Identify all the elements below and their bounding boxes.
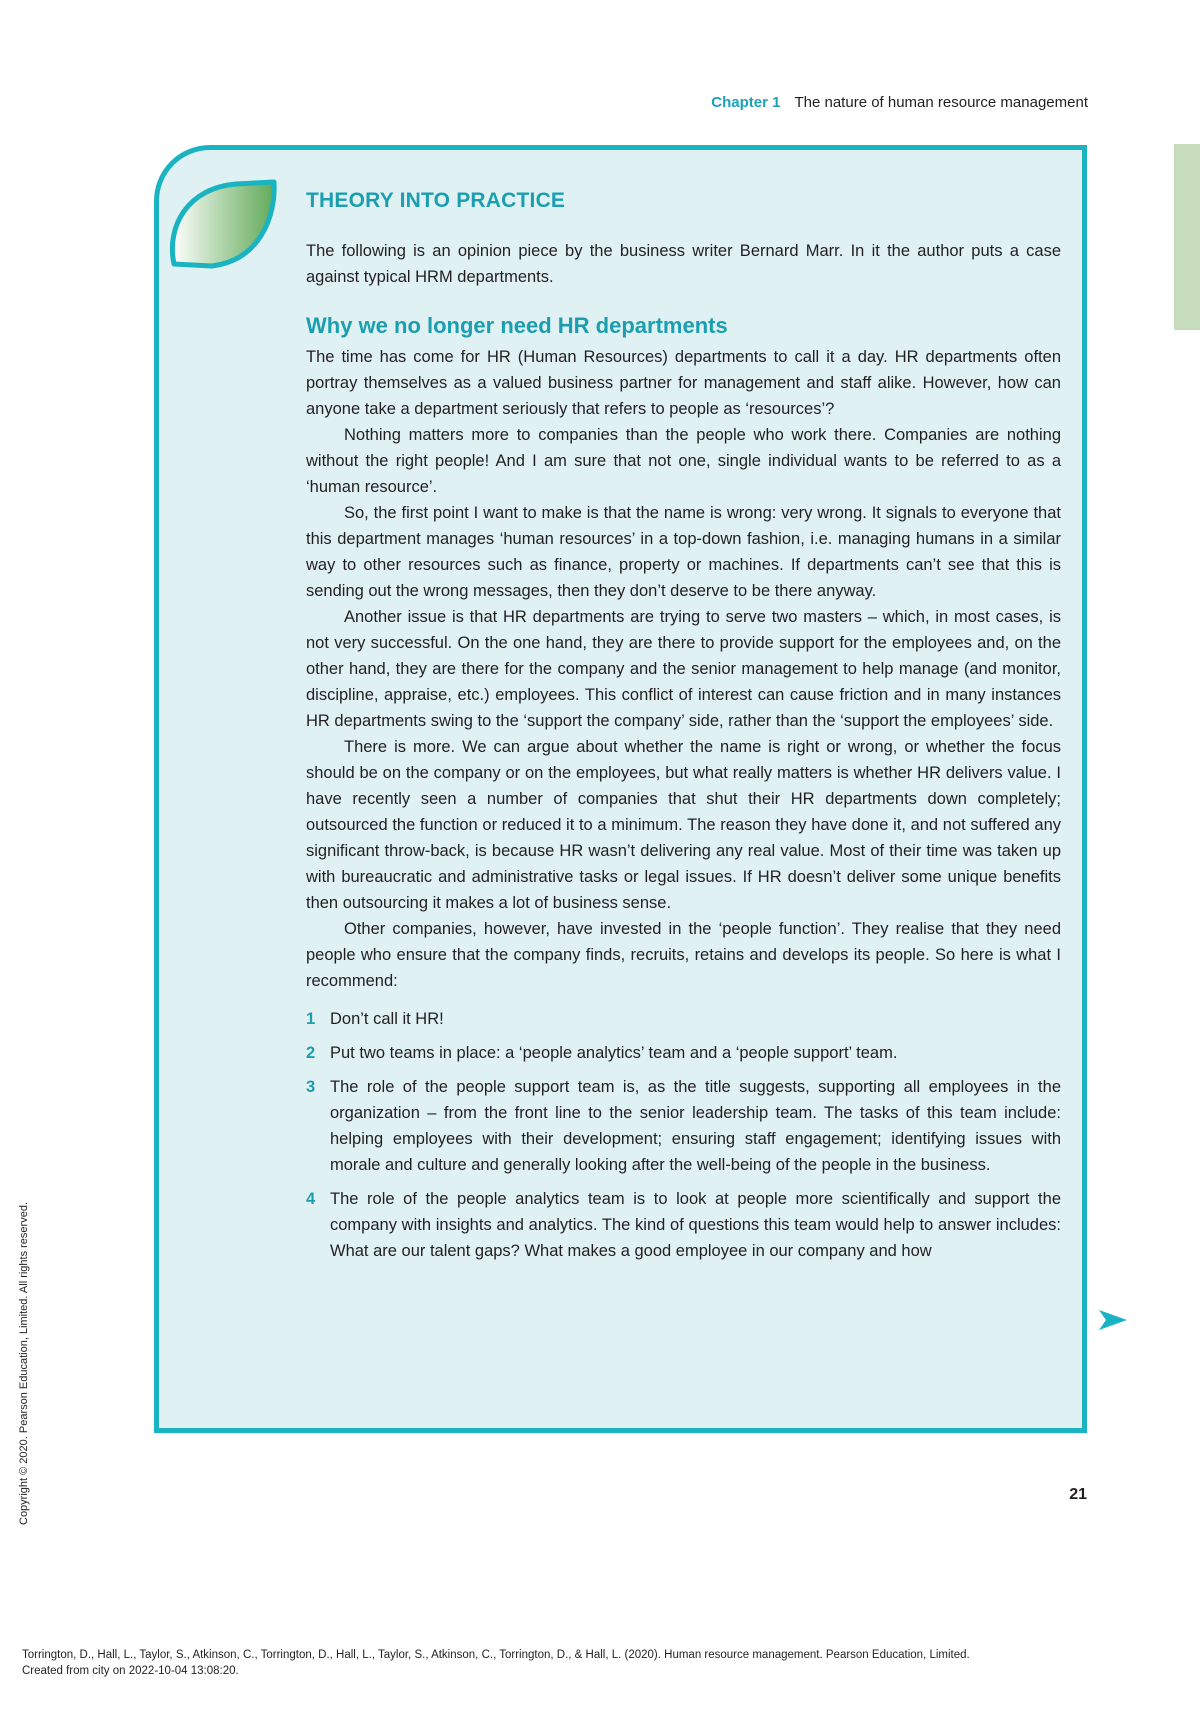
list-text: The role of the people analytics team is to look at people more scientifically and support the company with insights and analytics. The kind of questions this team would help to answer includes: What are our talent gaps? What makes a good employee in our company and how [330,1190,1061,1260]
list-text: The role of the people support team is, as the title suggests, supporting all employees in the organization – from the front line to the senior leadership team. The tasks of this team include: helping employees with their development; ensuring staff engagement; identifying issues with morale and culture and generally looking after the well-being of the people in the business. [330,1078,1061,1174]
article-title: Why we no longer need HR departments [306,313,728,338]
list-number: 2 [306,1044,316,1062]
chapter-title: The nature of human resource management [794,94,1088,111]
list-number: 3 [306,1078,316,1096]
leaf-icon [164,176,280,272]
continue-arrow-icon [1097,1308,1129,1332]
list-text: Don’t call it HR! [330,1010,444,1028]
article-paragraph-2: Nothing matters more to companies than the people who work there. Companies are nothing without the right people! And I am sure that not one, single individual wants to be referred to as a ‘human resource’. [306,426,1061,496]
list-item [306,1006,1061,1032]
recommendations-list [306,1006,1061,1264]
section-side-tab [1174,144,1200,330]
article-paragraph-6: Other companies, however, have invested in the ‘people function’. They realise that they need people who ensure that the company finds, recruits, retains and develops its people. So here is what I recommend: [306,920,1061,990]
citation-text: Torrington, D., Hall, L., Taylor, S., Atkinson, C., Torrington, D., Hall, L., Taylor, S., Atkinson, C., Torrington, D., & Hall, L. (2020). Human resource management. Pearson Education, Limited. [22,1649,970,1661]
list-item [306,1186,1061,1264]
page-number: 21 [1069,1486,1087,1503]
article-paragraph-3: So, the first point I want to make is that the name is wrong: very wrong. It signals to everyone that this department manages ‘human resources’ in a top-down fashion, i.e. managing humans in a similar way to other resources such as finance, property or machines. If departments can’t see that this is sending out the wrong messages, then they don’t deserve to be there anyway. [306,504,1061,600]
list-item [306,1040,1061,1066]
intro-text: The following is an opinion piece by the business writer Bernard Marr. In it the author puts a case against typical HRM departments. [306,242,1061,286]
article-paragraph-4: Another issue is that HR departments are trying to serve two masters – which, in most cases, is not very successful. On the one hand, they are there to provide support for the employees and, on the other hand, they are there for the company and the senior management to help manage (and monitor, discipline, appraise, etc.) employees. This conflict of interest can cause friction and in many instances HR departments swing to the ‘support the company’ side, rather than the ‘support the employees’ side. [306,608,1061,730]
list-number: 4 [306,1190,316,1208]
citation-footer [22,1647,970,1679]
list-text: Put two teams in place: a ‘people analytics’ team and a ‘people support’ team. [330,1044,898,1062]
chapter-number: Chapter 1 [711,94,781,111]
article-paragraph-5: There is more. We can argue about whether the name is right or wrong, or whether the focus should be on the company or on the employees, but what really matters is whether HR delivers value. I have recently seen a number of companies that shut their HR departments down completely; outsourced the function or reduced it to a minimum. The reason they have done it, and not suffered any significant throw-back, is because HR wasn’t delivering any real value. Most of their time was taken up with bureaucratic and administrative tasks or legal issues. If HR doesn’t deliver some unique benefits then outsourcing it makes a lot of business sense. [306,738,1061,912]
copyright-notice: Copyright © 2020. Pearson Education, Limited. All rights reserved. [18,1202,30,1525]
article-paragraph-1: The time has come for HR (Human Resources) departments to call it a day. HR departments often portray themselves as a valued business partner for management and staff alike. However, how can anyone take a department seriously that refers to people as ‘resources’? [306,348,1061,418]
created-text: Created from city on 2022-10-04 13:08:20. [22,1665,239,1677]
box-content [306,188,1061,1272]
box-label: THEORY INTO PRACTICE [306,189,566,212]
list-item [306,1074,1061,1178]
running-header [711,94,1088,111]
list-number: 1 [306,1010,316,1028]
